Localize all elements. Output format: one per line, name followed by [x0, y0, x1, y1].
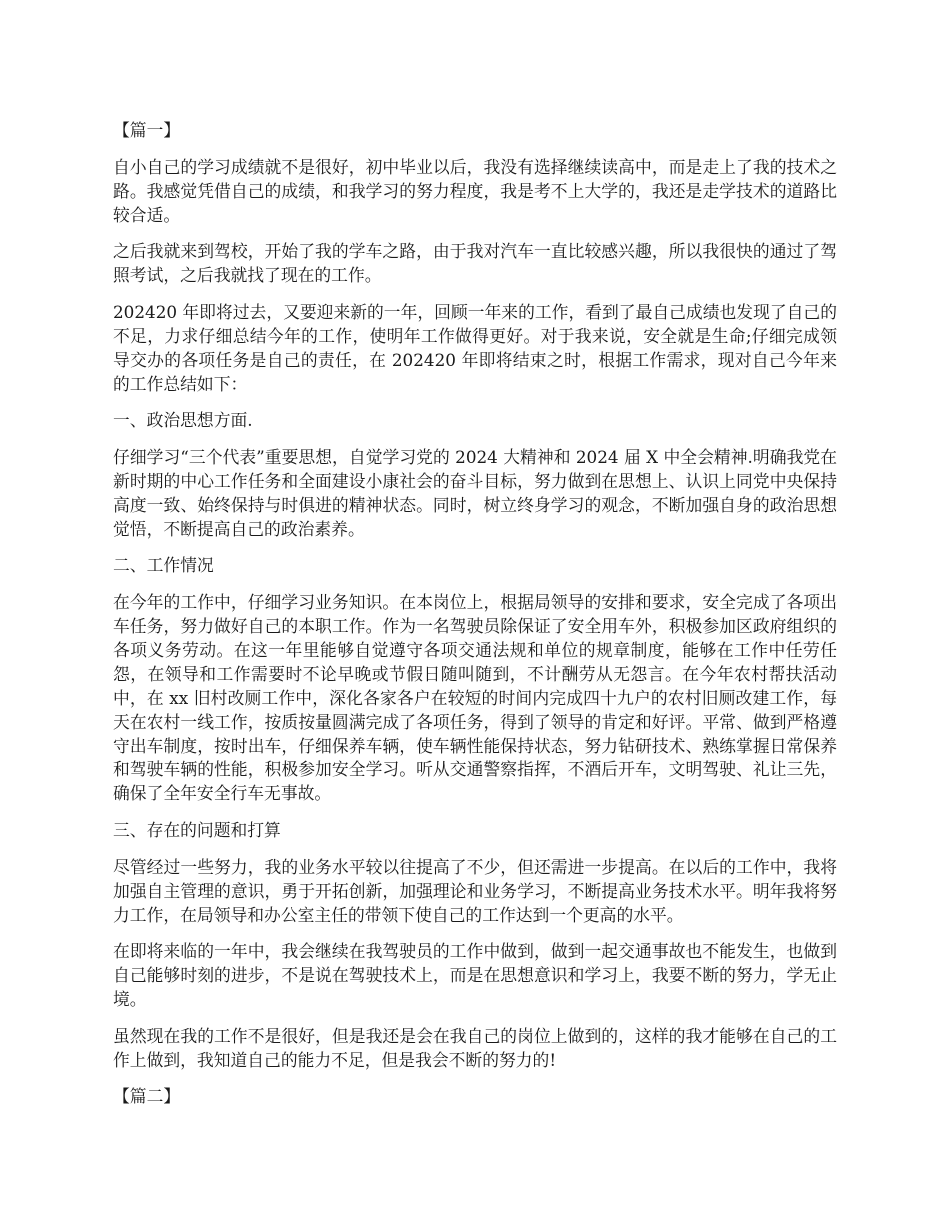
heading-work: 二、工作情况 [113, 555, 214, 576]
paragraph-6: 尽管经过一些努力，我的业务水平较以往提高了不少，但还需进一步提高。在以后的工作中，我将加强自主管理的意识，勇于开拓创新，加强理论和业务学习，不断提高业务技术水平。明年我将努力工作，在局领导和办公室主任的带领下使自己的工作达到一个更高的水平。 [113, 856, 837, 925]
paragraph-7: 在即将来临的一年中，我会继续在我驾驶员的工作中做到，做到一起交通事故也不能发生，也做到自己能够时刻的进步，不是说在驾驶技术上，而是在思想意识和学习上，我要不断的努力，学无止境。 [113, 941, 837, 1010]
section-marker-1: 【篇一】 [113, 120, 181, 140]
paragraph-4: 仔细学习“三个代表”重要思想，自觉学习党的 2024 大精神和 2024 届 X 中全会精神.明确我党在新时期的中心工作任务和全面建设小康社会的奋斗目标，努力做到在思想上、认识上同党中央保持高度一致、始终保持与时俱进的精神状态。同时，树立终身学习的观念，不断加强自身的政治思想觉悟，不断提高自己的政治素养。 [113, 446, 837, 539]
heading-politics: 一、政治思想方面. [113, 410, 253, 431]
paragraph-8: 虽然现在我的工作不是很好，但是我还是会在我自己的岗位上做到的，这样的我才能够在自己的工作上做到，我知道自己的能力不足，但是我会不断的努力的! [113, 1025, 837, 1070]
paragraph-2: 之后我就来到驾校，开始了我的学车之路，由于我对汽车一直比较感兴趣，所以我很快的通过了驾照考试，之后我就找了现在的工作。 [113, 241, 837, 286]
section-marker-2: 【篇二】 [113, 1086, 181, 1107]
paragraph-1: 自小自己的学习成绩就不是很好，初中毕业以后，我没有选择继续读高中，而是走上了我的技术之路。我感觉凭借自己的成绩，和我学习的努力程度，我是考不上大学的，我还是走学技术的道路比较合适。 [113, 156, 837, 225]
heading-issues: 三、存在的问题和打算 [113, 820, 281, 841]
paragraph-5: 在今年的工作中，仔细学习业务知识。在本岗位上，根据局领导的安排和要求，安全完成了各项出车任务，努力做好自己的本职工作。作为一名驾驶员除保证了安全用车外，积极参加区政府组织的各项义务劳动。在这一年里能够自觉遵守各项交通法规和单位的规章制度，能够在工作中任劳任怨，在领导和工作需要时不论早晚或节假日随叫随到，不计酬劳从无怨言。在今年农村帮扶活动中，在 xx 旧村改厕工作中，深化各家各户在较短的时间内完成四十九户的农村旧厕改建工作，每天在农村一线工作，按质按量圆满完成了各项任务，得到了领导的肯定和好评。平常、做到严格遵守出车制度，按时出车，仔细保养车辆，使车辆性能保持状态，努力钻研技术、熟练掌握日常保养和驾驶车辆的性能，积极参加安全学习。听从交通警察指挥，不酒后开车，文明驾驶、礼让三先，确保了全年安全行车无事故。 [113, 592, 837, 804]
paragraph-3: 202420 年即将过去，又要迎来新的一年，回顾一年来的工作，看到了最自己成绩也发现了自己的不足，力求仔细总结今年的工作，使明年工作做得更好。对于我来说，安全就是生命;仔细完成领导交办的各项任务是自己的责任，在 202420 年即将结束之时，根据工作需求，现对自己今年来的工作总结如下： [113, 301, 837, 394]
